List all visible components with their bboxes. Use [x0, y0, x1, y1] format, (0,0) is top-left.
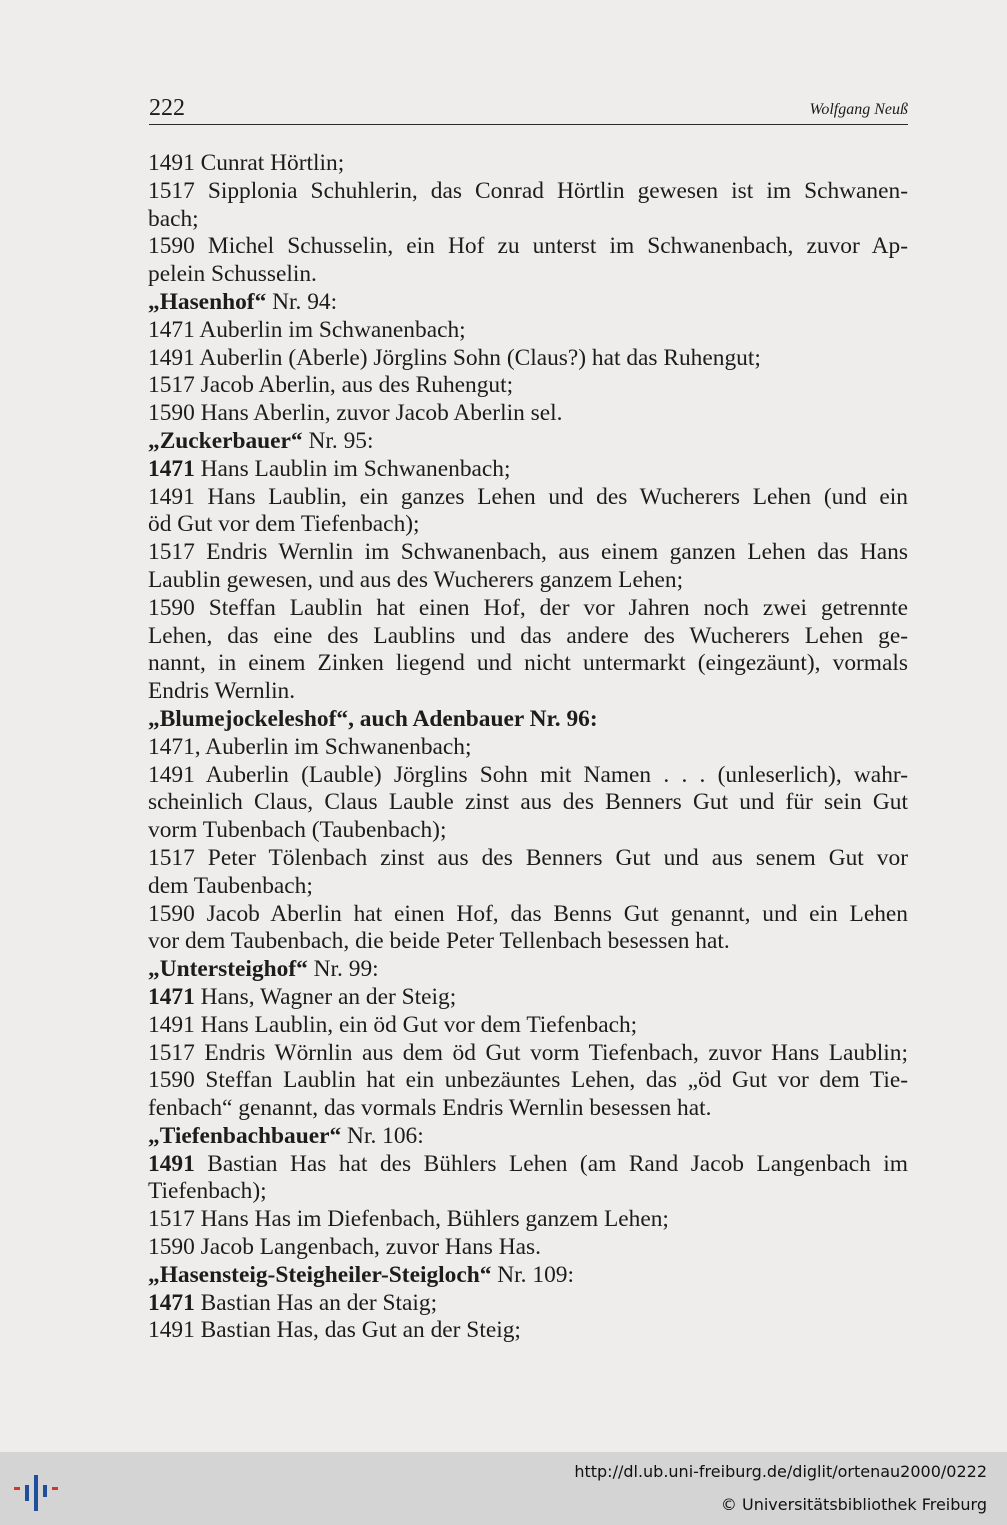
- farm-name: „Tiefenbachbauer“: [148, 1122, 342, 1149]
- entry-heading: „Hasenhof“ Nr. 94:: [148, 288, 338, 315]
- text-line: scheinlich Claus, Claus Lauble zinst aus des Benners Gut und für sein Gut: [148, 789, 908, 816]
- bold-year: 1471: [148, 455, 195, 482]
- text-line: pelein Schusselin.: [148, 261, 317, 288]
- ub-freiburg-logo-icon[interactable]: [12, 1463, 62, 1513]
- farm-name: „Untersteighof“: [148, 956, 308, 983]
- page-number: 222: [149, 95, 185, 121]
- text-line: 1491 Auberlin (Aberle) Jörglins Sohn (Claus?) hat das Ruhengut;: [148, 344, 761, 371]
- text-line: vorm Tubenbach (Taubenbach);: [148, 817, 447, 844]
- text-line: dem Taubenbach;: [148, 872, 313, 899]
- copyright-notice: © Universitätsbibliothek Freiburg: [720, 1495, 987, 1514]
- text-line: 1590 Steffan Laublin hat einen Hof, der vor Jahren noch zwei getrennte: [148, 594, 908, 621]
- bold-year: 1471: [148, 1289, 195, 1316]
- text-line: 1491 Hans Laublin, ein öd Gut vor dem Tiefenbach;: [148, 1011, 638, 1038]
- text-line: 1517 Jacob Aberlin, aus des Ruhengut;: [148, 372, 514, 399]
- text-line: 1471 Hans, Wagner an der Steig;: [148, 983, 457, 1010]
- text-line: 1491 Bastian Has, das Gut an der Steig;: [148, 1317, 521, 1344]
- entry-heading: „Hasensteig-Steigheiler-Steigloch“ Nr. 109:: [148, 1261, 574, 1288]
- text-line: 1471, Auberlin im Schwanenbach;: [148, 733, 472, 760]
- text-line: nannt, in einem Zinken liegend und nicht untermarkt (eingezäunt), vormals: [148, 650, 908, 677]
- text-line: öd Gut vor dem Tiefenbach);: [148, 511, 420, 538]
- text-line: Tiefenbach);: [148, 1178, 267, 1205]
- text-line: bach;: [148, 205, 199, 232]
- text-line: vor dem Taubenbach, die beide Peter Tellenbach besessen hat.: [148, 928, 730, 955]
- text-line: 1471 Hans Laublin im Schwanenbach;: [148, 455, 511, 482]
- farm-name: „Hasenhof“: [148, 288, 267, 315]
- farm-name: „Blumejockeleshof“, auch Adenbauer Nr. 96:: [148, 705, 598, 732]
- body-text: [148, 150, 908, 1345]
- bold-year: 1491: [148, 1150, 195, 1177]
- library-footer: [0, 1452, 1007, 1525]
- text-line: 1590 Michel Schusselin, ein Hof zu unterst im Schwanenbach, zuvor Ap-: [148, 233, 908, 260]
- text-line: 1517 Peter Tölenbach zinst aus des Benners Gut und aus senem Gut vor: [148, 844, 908, 871]
- bold-year: 1471: [148, 983, 195, 1010]
- text-line: 1491 Bastian Has hat des Bühlers Lehen (am Rand Jacob Langenbach im: [148, 1150, 908, 1177]
- entry-heading: „Zuckerbauer“ Nr. 95:: [148, 427, 374, 454]
- text-line: 1517 Endris Wörnlin aus dem öd Gut vorm Tiefenbach, zuvor Hans Laublin;: [148, 1039, 908, 1066]
- text-line: 1491 Auberlin (Lauble) Jörglins Sohn mit Namen . . . (unleserlich), wahr-: [148, 761, 908, 788]
- entry-heading: „Untersteighof“ Nr. 99:: [148, 956, 379, 983]
- text-line: 1590 Steffan Laublin hat ein unbezäuntes Lehen, das „öd Gut vor dem Tie-: [148, 1067, 908, 1094]
- running-head-author: Wolfgang Neuß: [809, 101, 908, 118]
- text-line: 1517 Hans Has im Diefenbach, Bühlers ganzem Lehen;: [148, 1206, 669, 1233]
- text-line: Laublin gewesen, und aus des Wucherers ganzem Lehen;: [148, 566, 684, 593]
- text-line: 1491 Cunrat Hörtlin;: [148, 150, 345, 176]
- source-url-link[interactable]: http://dl.ub.uni-freiburg.de/diglit/ortenau2000/0222: [574, 1462, 987, 1481]
- text-line: 1471 Bastian Has an der Staig;: [148, 1289, 438, 1316]
- text-line: 1491 Hans Laublin, ein ganzes Lehen und des Wucherers Lehen (und ein: [148, 483, 908, 510]
- text-line: 1590 Jacob Aberlin hat einen Hof, das Benns Gut genannt, und ein Lehen: [148, 900, 908, 927]
- text-line: 1590 Jacob Langenbach, zuvor Hans Has.: [148, 1234, 541, 1261]
- page-header: [149, 94, 908, 125]
- text-line: Lehen, das eine des Laublins und das andere des Wucherers Lehen ge-: [148, 622, 908, 649]
- text-line: 1590 Hans Aberlin, zuvor Jacob Aberlin sel.: [148, 400, 563, 427]
- entry-heading: [148, 706, 908, 734]
- text-line: 1517 Endris Wernlin im Schwanenbach, aus einem ganzen Lehen das Hans: [148, 539, 908, 566]
- text-line: 1471 Auberlin im Schwanenbach;: [148, 316, 466, 343]
- text-line: 1517 Sipplonia Schuhlerin, das Conrad Hörtlin gewesen ist im Schwanen-: [148, 177, 908, 204]
- text-line: fenbach“ genannt, das vormals Endris Wernlin besessen hat.: [148, 1095, 712, 1122]
- farm-name: „Hasensteig-Steigheiler-Steigloch“: [148, 1261, 492, 1288]
- text-line: Endris Wernlin.: [148, 678, 296, 705]
- farm-name: „Zuckerbauer“: [148, 427, 303, 454]
- entry-heading: „Tiefenbachbauer“ Nr. 106:: [148, 1122, 424, 1149]
